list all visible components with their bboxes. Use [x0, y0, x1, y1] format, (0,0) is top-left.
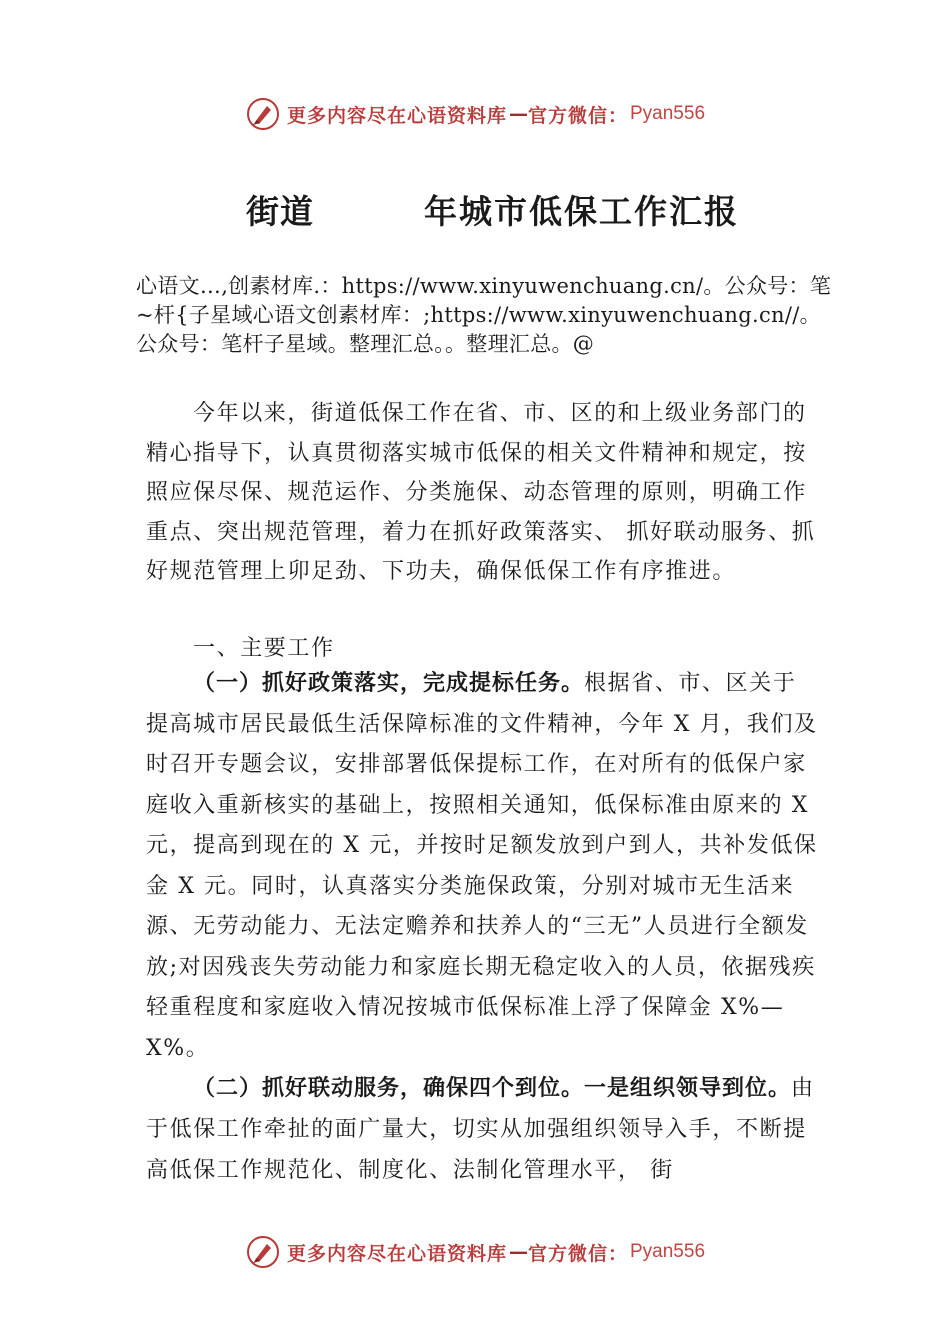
page-title-right: 年城市低保工作汇报 — [424, 192, 739, 231]
footer-banner-separator: — — [508, 1241, 528, 1263]
paragraph-service — [146, 1068, 818, 1191]
footer-banner — [0, 1232, 950, 1272]
pen-nib-logo-icon — [245, 1234, 281, 1270]
watermark-text: 心语文…,创素材库.：https://www.xinyuwenchuang.cn/。公众号：笔~杆{子星域心语文创素材库：;https://www.xinyuwenchuang.cn//。公众号：笔杆子星域。整理汇总。。整理汇总。@ — [136, 274, 832, 356]
paragraph-intro: 今年以来，街道低保工作在省、市、区的和上级业务部门的精心指导下，认真贯彻落实城市低保的相关文件精神和规定，按照应保尽保、规范运作、分类施保、动态管理的原则，明确工作重点、突出规范管理，着力在抓好政策落实、 抓好联动服务、抓好规范管理上卯足劲、下功夫，确保低保工作有序推进。 — [146, 401, 816, 584]
paragraph-service-text: 由于低保工作牵扯的面广量大，切实从加强组织领导入手，不断提高低保工作规范化、制度化、法制化管理水平， 街 — [146, 1076, 815, 1183]
paragraph-service-heading: （二）抓好联动服务，确保四个到位。一是组织领导到位。 — [193, 1076, 792, 1101]
banner-wechat-label: 官方微信： — [527, 104, 628, 127]
paragraph-policy — [146, 664, 818, 1069]
banner-wechat-id: Pyan556 — [630, 103, 706, 124]
footer-wechat-label: 官方微信： — [527, 1242, 628, 1265]
footer-banner-text: 更多内容尽在心语资料库 — [286, 1242, 507, 1265]
header-banner — [0, 94, 950, 134]
paragraph-policy-heading: （一）抓好政策落实，完成提标任务。 — [193, 671, 585, 696]
footer-wechat-id: Pyan556 — [630, 1241, 706, 1262]
banner-text: 更多内容尽在心语资料库 — [286, 104, 507, 127]
pen-nib-logo-icon — [245, 96, 281, 132]
section-heading: 一、主要工作 — [193, 636, 335, 661]
page-title-left: 街道 — [246, 192, 314, 231]
paragraph-policy-text: 根据省、市、区关于提高城市居民最低生活保障标准的文件精神，今年 X 月，我们及时召开专题会议，安排部署低保提标工作，在对所有的低保户家庭收入重新核实的基础上，按照相关通知，低保标准由原来的 X 元，提高到现在的 X 元，并按时足额发放到户到人，共补发低保金 X 元。同时，认真落实分类施保政策，分别对城市无生活来源、无劳动能力、无法定赡养和扶养人的“三无”人员进行全额发放;对因残丧失劳动能力和家庭长期无稳定收入的人员，依据残疾轻重程度和家庭收入情况按城市低保标准上浮了保障金 X%—X%。 — [146, 671, 818, 1061]
banner-separator: — — [508, 103, 528, 125]
